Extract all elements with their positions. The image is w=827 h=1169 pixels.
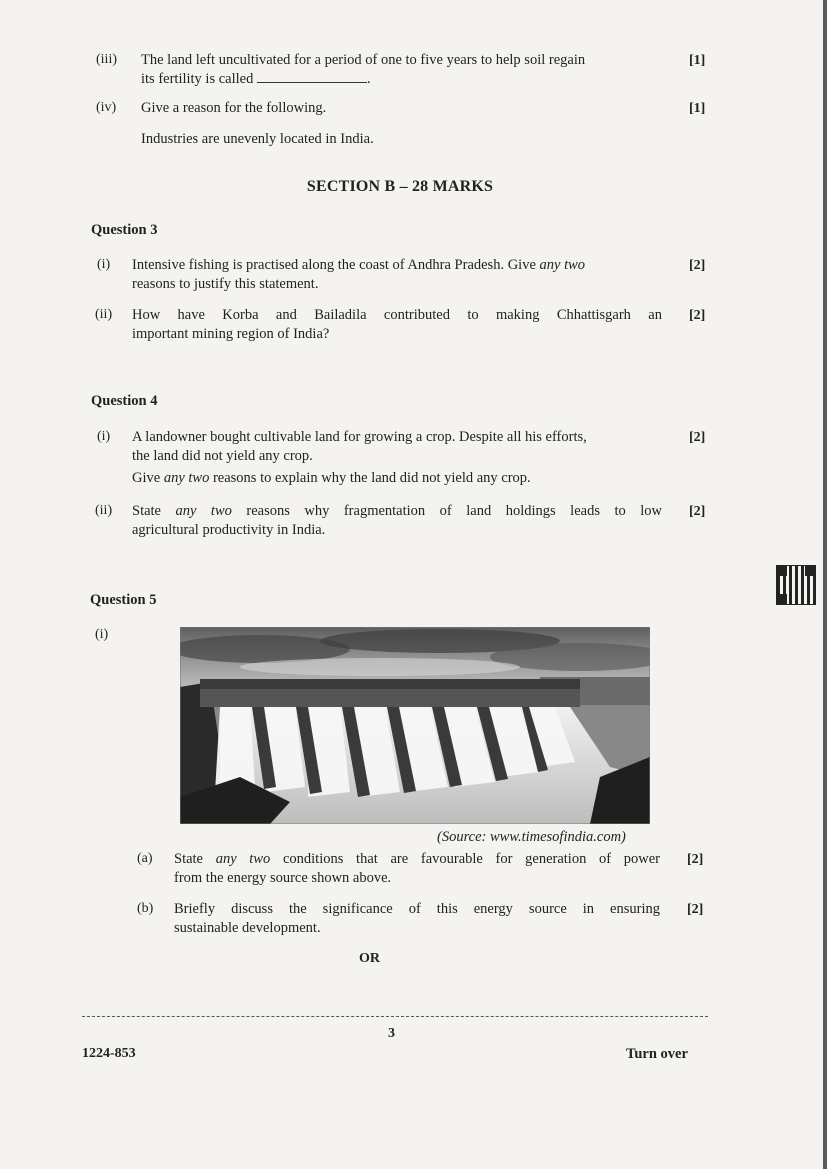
question-line: How have Korba and Bailadila contributed to making Chhattisgarh an xyxy=(132,307,662,323)
question-text xyxy=(174,850,660,888)
question-line xyxy=(141,70,671,89)
question-line-text: State xyxy=(132,503,161,519)
dam-photo-illustration xyxy=(180,627,650,824)
marks-label: [2] xyxy=(687,852,704,867)
section-heading: SECTION B – 28 MARKS xyxy=(306,178,494,195)
question-line-text: reasons why fragmentation of land holdings leads to low xyxy=(246,503,662,519)
punctuation: . xyxy=(366,71,371,87)
question-line xyxy=(132,502,662,521)
marks-label: [2] xyxy=(689,308,706,323)
question-line-text: Give xyxy=(132,470,161,486)
item-number: (a) xyxy=(137,851,153,866)
emphasis: any two xyxy=(175,503,232,519)
question-heading: Question 5 xyxy=(90,592,157,608)
question-line: from the energy source shown above. xyxy=(174,870,392,886)
item-number: (b) xyxy=(137,901,154,916)
question-heading: Question 3 xyxy=(91,222,158,238)
question-line: sustainable development. xyxy=(174,920,321,936)
question-text xyxy=(132,256,664,294)
question-line-text: Intensive fishing is practised along the coast of Andhra Pradesh. Give xyxy=(132,257,536,273)
question-line: reasons to justify this statement. xyxy=(132,276,319,292)
question-line: Briefly discuss the significance of this energy source in ensuring xyxy=(174,901,660,917)
item-number: (ii) xyxy=(95,307,113,322)
question-text xyxy=(174,900,660,938)
question-line: important mining region of India? xyxy=(132,326,330,342)
image-source-caption: (Source: www.timesofindia.com) xyxy=(437,829,626,845)
item-number: (iv) xyxy=(96,100,117,115)
question-line-text: State xyxy=(174,851,203,867)
or-separator: OR xyxy=(359,951,380,966)
marks-label: [1] xyxy=(689,53,706,68)
question-line: A landowner bought cultivable land for growing a crop. Despite all his efforts, xyxy=(132,429,587,445)
qr-code xyxy=(776,565,816,605)
question-text xyxy=(132,428,666,488)
item-number: (i) xyxy=(97,257,111,272)
item-number: (i) xyxy=(95,627,109,642)
question-heading: Question 4 xyxy=(91,393,158,409)
paper-code: 1224-853 xyxy=(82,1046,136,1061)
emphasis: any two xyxy=(163,470,210,486)
marks-label: [1] xyxy=(689,101,706,116)
question-line xyxy=(174,850,660,869)
footer-divider xyxy=(82,1016,708,1017)
question-text xyxy=(141,51,671,89)
turn-over-label: Turn over xyxy=(626,1046,688,1062)
scan-edge xyxy=(823,0,827,1169)
item-number: (ii) xyxy=(95,503,113,518)
fill-in-blank xyxy=(257,70,367,83)
question-text xyxy=(132,306,662,344)
marks-label: [2] xyxy=(689,258,706,273)
marks-label: [2] xyxy=(689,430,706,445)
emphasis: any two xyxy=(215,851,271,867)
question-line-text: reasons to explain why the land did not yield any crop. xyxy=(212,470,531,486)
dam-photograph xyxy=(180,627,650,824)
question-line-text: its fertility is called xyxy=(141,71,254,87)
question-line xyxy=(132,256,664,275)
page-number: 3 xyxy=(388,1026,395,1041)
question-line: Give a reason for the following. xyxy=(141,100,327,116)
question-line: agricultural productivity in India. xyxy=(132,522,326,538)
question-text xyxy=(132,502,662,540)
question-text xyxy=(141,99,671,149)
emphasis: any two xyxy=(539,257,586,273)
question-line-text: conditions that are favourable for generation of power xyxy=(282,851,661,867)
question-line: Industries are unevenly located in India. xyxy=(141,131,374,147)
question-line: The land left uncultivated for a period of one to five years to help soil regain xyxy=(141,52,586,68)
question-line xyxy=(132,469,666,488)
marks-label: [2] xyxy=(689,504,706,519)
item-number: (iii) xyxy=(96,52,117,67)
item-number: (i) xyxy=(97,429,111,444)
marks-label: [2] xyxy=(687,902,704,917)
question-line: the land did not yield any crop. xyxy=(132,448,313,464)
